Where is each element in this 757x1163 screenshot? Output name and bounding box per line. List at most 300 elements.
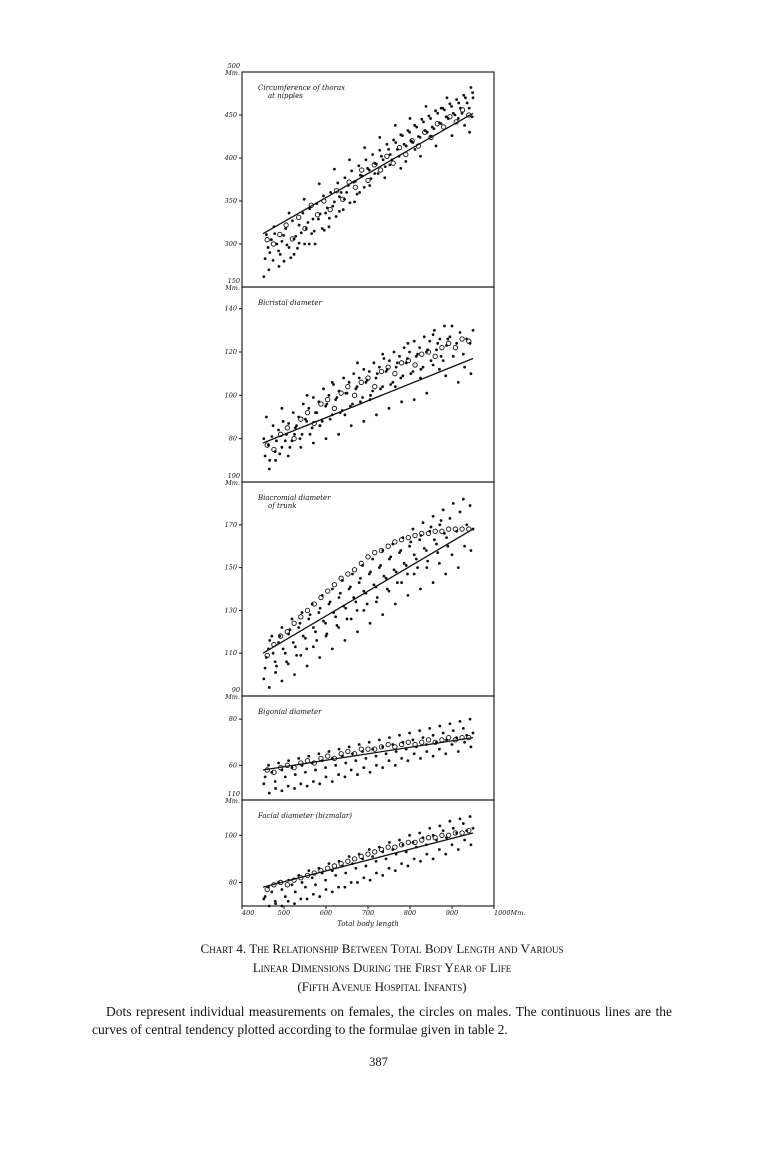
female-data-point (386, 588, 389, 591)
male-data-point (433, 835, 437, 839)
female-data-point (455, 98, 458, 101)
female-data-point (366, 167, 369, 170)
female-data-point (395, 570, 398, 573)
male-data-point (278, 232, 282, 236)
female-data-point (413, 398, 416, 401)
female-data-point (363, 146, 366, 149)
x-tick-label: 600 (319, 909, 333, 917)
female-data-point (305, 648, 308, 651)
female-data-point (419, 136, 422, 139)
female-data-point (283, 260, 286, 263)
male-data-point (325, 397, 329, 401)
female-data-point (381, 613, 384, 616)
central-tendency-curve (263, 529, 473, 653)
female-data-point (294, 773, 297, 776)
female-data-point (281, 789, 284, 792)
female-data-point (264, 667, 267, 670)
female-data-point (293, 902, 296, 905)
female-data-point (400, 757, 403, 760)
female-data-point (348, 855, 351, 858)
female-data-point (342, 377, 345, 380)
chart-caption-subtitle: Linear Dimensions During the First Year of Life (252, 960, 512, 975)
female-data-point (351, 573, 354, 576)
female-data-point (307, 618, 310, 621)
male-data-point (352, 568, 356, 572)
y-axis-top-label: Mm. (225, 797, 240, 805)
female-data-point (325, 888, 328, 891)
female-data-point (449, 335, 452, 338)
female-data-point (299, 898, 302, 901)
female-data-point (413, 752, 416, 755)
female-data-point (346, 618, 349, 621)
female-data-point (299, 446, 302, 449)
male-data-point (440, 738, 444, 742)
female-data-point (301, 881, 304, 884)
female-data-point (449, 820, 452, 823)
female-data-point (317, 218, 320, 221)
male-data-point (353, 185, 357, 189)
female-data-point (436, 551, 439, 554)
male-data-point (272, 447, 276, 451)
female-data-point (358, 581, 361, 584)
female-data-point (438, 523, 441, 526)
male-data-point (433, 354, 437, 358)
female-data-point (368, 741, 371, 744)
female-data-point (287, 422, 290, 425)
female-data-point (394, 764, 397, 767)
female-data-point (339, 592, 342, 595)
female-data-point (325, 633, 328, 636)
female-data-point (388, 359, 391, 362)
x-tick-label: 800 (403, 909, 417, 917)
female-data-point (358, 377, 361, 380)
female-data-point (415, 126, 418, 129)
female-data-point (371, 390, 374, 393)
female-data-point (262, 677, 265, 680)
female-data-point (388, 407, 391, 410)
female-data-point (318, 782, 321, 785)
female-data-point (338, 195, 341, 198)
female-data-point (470, 86, 473, 89)
female-data-point (383, 575, 386, 578)
female-data-point (457, 750, 460, 753)
male-data-point (460, 831, 464, 835)
female-data-point (394, 141, 397, 144)
female-data-point (380, 155, 383, 158)
chart-caption-source: (Fifth Avenue Hospital Infants) (297, 979, 467, 994)
female-data-point (396, 361, 399, 364)
female-data-point (440, 107, 443, 110)
female-data-point (375, 764, 378, 767)
male-data-point (379, 369, 383, 373)
female-data-point (267, 268, 270, 271)
female-data-point (420, 368, 423, 371)
male-data-point (406, 535, 410, 539)
female-data-point (396, 581, 399, 584)
female-data-point (328, 394, 331, 397)
female-data-point (394, 869, 397, 872)
female-data-point (386, 143, 389, 146)
female-data-point (281, 680, 284, 683)
y-tick-label: 350 (224, 197, 237, 205)
female-data-point (337, 886, 340, 889)
male-data-point (352, 393, 356, 397)
y-axis-top-label: Mm. (225, 284, 240, 292)
female-data-point (334, 615, 337, 618)
female-data-point (391, 381, 394, 384)
female-data-point (407, 759, 410, 762)
female-data-point (281, 905, 284, 908)
female-data-point (423, 547, 426, 550)
female-data-point (338, 596, 341, 599)
female-data-point (273, 232, 276, 235)
female-data-point (334, 764, 337, 767)
female-data-point (409, 117, 412, 120)
female-data-point (301, 433, 304, 436)
female-data-point (365, 158, 368, 161)
male-data-point (339, 391, 343, 395)
female-data-point (356, 773, 359, 776)
x-axis (241, 906, 525, 928)
female-data-point (408, 545, 411, 548)
male-data-point (391, 161, 395, 165)
female-data-point (452, 355, 455, 358)
female-data-point (442, 508, 445, 511)
female-data-point (291, 883, 294, 886)
female-data-point (268, 792, 271, 795)
male-data-point (346, 749, 350, 753)
female-data-point (307, 869, 310, 872)
male-data-point (420, 352, 424, 356)
female-data-point (392, 139, 395, 142)
male-data-point (265, 238, 269, 242)
female-data-point (299, 622, 302, 625)
female-data-point (315, 411, 318, 414)
female-data-point (405, 145, 408, 148)
female-data-point (340, 191, 343, 194)
male-data-point (305, 410, 309, 414)
x-tick-label: 700 (361, 909, 375, 917)
female-data-point (377, 172, 380, 175)
male-data-point (292, 436, 296, 440)
female-data-point (270, 890, 273, 893)
female-data-point (470, 549, 473, 552)
female-data-point (344, 176, 347, 179)
female-data-point (435, 145, 438, 148)
female-data-point (393, 351, 396, 354)
female-data-point (324, 766, 327, 769)
female-data-point (463, 545, 466, 548)
male-data-point (297, 215, 301, 219)
chart-caption-title: Chart 4. The Relationship Between Total Body Length and Various (200, 941, 564, 956)
female-data-point (432, 734, 435, 737)
female-data-point (356, 361, 359, 364)
female-data-point (306, 785, 309, 788)
y-tick-label: 150 (224, 563, 237, 572)
female-data-point (319, 424, 322, 427)
male-data-point (339, 861, 343, 865)
female-data-point (462, 353, 465, 356)
female-data-point (328, 862, 331, 865)
female-data-point (311, 426, 314, 429)
female-data-point (409, 372, 412, 375)
female-data-point (304, 637, 307, 640)
female-data-point (281, 407, 284, 410)
female-data-point (306, 665, 309, 668)
female-data-point (349, 201, 352, 204)
female-data-point (463, 124, 466, 127)
female-data-point (312, 893, 315, 896)
female-data-point (412, 528, 415, 531)
female-data-point (463, 741, 466, 744)
female-data-point (432, 857, 435, 860)
female-data-point (388, 867, 391, 870)
male-data-point (359, 854, 363, 858)
female-data-point (464, 96, 467, 99)
female-data-point (274, 671, 277, 674)
female-data-point (438, 825, 441, 828)
female-data-point (277, 429, 280, 432)
female-data-point (317, 611, 320, 614)
female-data-point (344, 607, 347, 610)
female-data-point (350, 170, 353, 173)
male-data-point (366, 852, 370, 856)
female-data-point (262, 898, 265, 901)
female-data-point (371, 855, 374, 858)
male-data-point (420, 740, 424, 744)
y-tick-label: 60 (228, 761, 237, 770)
y-tick-label: 450 (224, 111, 237, 119)
female-data-point (459, 511, 462, 514)
female-data-point (472, 96, 475, 99)
y-axis-top-label: Mm. (225, 693, 240, 701)
female-data-point (349, 585, 352, 588)
female-data-point (359, 577, 362, 580)
female-data-point (264, 455, 267, 458)
female-data-point (281, 446, 284, 449)
female-data-point (385, 857, 388, 860)
y-axis-top-label: 500 (227, 62, 240, 70)
female-data-point (382, 158, 385, 161)
female-data-point (422, 366, 425, 369)
female-data-point (268, 639, 271, 642)
male-data-point (332, 583, 336, 587)
panel-2 (224, 277, 494, 482)
female-data-point (312, 780, 315, 783)
female-data-point (400, 862, 403, 865)
central-tendency-curve (263, 833, 473, 887)
female-data-point (414, 148, 417, 151)
male-data-point (385, 154, 389, 158)
female-data-point (383, 357, 386, 360)
male-data-point (299, 615, 303, 619)
female-data-point (311, 876, 314, 879)
male-data-point (292, 621, 296, 625)
male-data-point (339, 752, 343, 756)
female-data-point (378, 366, 381, 369)
female-data-point (318, 656, 321, 659)
female-data-point (287, 785, 290, 788)
female-data-point (264, 775, 267, 778)
female-data-point (469, 718, 472, 721)
male-data-point (332, 406, 336, 410)
female-data-point (444, 752, 447, 755)
male-data-point (426, 738, 430, 742)
female-data-point (294, 890, 297, 893)
female-data-point (262, 782, 265, 785)
female-data-point (438, 562, 441, 565)
y-tick-label: 120 (224, 348, 237, 356)
female-data-point (318, 182, 321, 185)
female-data-point (372, 361, 375, 364)
female-data-point (319, 607, 322, 610)
female-data-point (418, 729, 421, 732)
female-data-point (451, 843, 454, 846)
female-data-point (366, 603, 369, 606)
female-data-point (336, 396, 339, 399)
female-data-point (375, 860, 378, 863)
female-data-point (451, 325, 454, 328)
female-data-point (466, 102, 469, 105)
female-data-point (368, 370, 371, 373)
female-data-point (379, 387, 382, 390)
y-tick-label: 400 (224, 154, 237, 162)
male-data-point (359, 380, 363, 384)
female-data-point (268, 251, 271, 254)
female-data-point (400, 400, 403, 403)
female-data-point (438, 725, 441, 728)
male-data-point (386, 742, 390, 746)
female-data-point (362, 876, 365, 879)
male-data-point (386, 845, 390, 849)
female-data-point (369, 622, 372, 625)
female-data-point (371, 558, 374, 561)
female-data-point (452, 502, 455, 505)
male-data-point (448, 115, 452, 119)
female-data-point (303, 198, 306, 201)
female-data-point (299, 437, 302, 440)
female-data-point (287, 759, 290, 762)
female-data-point (346, 392, 349, 395)
female-data-point (450, 105, 453, 108)
female-data-point (432, 515, 435, 518)
x-tick-label: 1000Mm. (494, 909, 526, 917)
male-data-point (393, 845, 397, 849)
male-data-point (446, 527, 450, 531)
female-data-point (337, 433, 340, 436)
panel-1 (224, 62, 494, 287)
female-data-point (406, 573, 409, 576)
female-data-point (403, 562, 406, 565)
female-data-point (328, 217, 331, 220)
female-data-point (288, 212, 291, 215)
female-data-point (440, 355, 443, 358)
female-data-point (470, 745, 473, 748)
female-data-point (413, 553, 416, 556)
female-data-point (434, 109, 437, 112)
y-tick-label: 80 (228, 715, 237, 724)
female-data-point (472, 732, 475, 735)
panel-4 (224, 686, 494, 800)
female-data-point (291, 219, 294, 222)
male-data-point (305, 608, 309, 612)
female-data-point (342, 208, 345, 211)
male-data-point (406, 840, 410, 844)
male-data-point (378, 168, 382, 172)
female-data-point (371, 153, 374, 156)
female-data-point (333, 168, 336, 171)
panel-3 (224, 472, 494, 696)
female-data-point (274, 459, 277, 462)
female-data-point (279, 253, 282, 256)
female-data-point (399, 167, 402, 170)
female-data-point (359, 174, 362, 177)
female-data-point (462, 94, 465, 97)
female-data-point (292, 411, 295, 414)
female-data-point (291, 618, 294, 621)
female-data-point (275, 665, 278, 668)
female-data-point (375, 872, 378, 875)
female-data-point (354, 759, 357, 762)
female-data-point (384, 165, 387, 168)
male-data-point (379, 847, 383, 851)
female-data-point (350, 881, 353, 884)
female-data-point (293, 253, 296, 256)
female-data-point (452, 827, 455, 830)
female-data-point (472, 329, 475, 332)
female-data-point (296, 247, 299, 250)
male-data-point (265, 887, 269, 891)
male-data-point (399, 742, 403, 746)
female-data-point (428, 340, 431, 343)
female-data-point (274, 902, 277, 905)
male-data-point (373, 550, 377, 554)
female-data-point (313, 230, 316, 233)
female-data-point (287, 900, 290, 903)
female-data-point (356, 193, 359, 196)
female-data-point (344, 886, 347, 889)
female-data-point (433, 329, 436, 332)
female-data-point (336, 624, 339, 627)
female-data-point (338, 210, 341, 213)
female-data-point (472, 827, 475, 830)
female-data-point (331, 588, 334, 591)
female-data-point (435, 543, 438, 546)
female-data-point (332, 383, 335, 386)
female-data-point (288, 446, 291, 449)
male-data-point (426, 835, 430, 839)
female-data-point (284, 439, 287, 442)
y-tick-label: 130 (224, 606, 237, 615)
female-data-point (425, 549, 428, 552)
male-data-point (366, 178, 370, 182)
female-data-point (443, 108, 446, 111)
female-data-point (375, 413, 378, 416)
male-data-point (360, 168, 364, 172)
female-data-point (408, 834, 411, 837)
female-data-point (312, 626, 315, 629)
female-data-point (407, 594, 410, 597)
female-data-point (325, 403, 328, 406)
female-data-point (368, 184, 371, 187)
female-data-point (337, 773, 340, 776)
female-data-point (362, 368, 365, 371)
female-data-point (399, 549, 402, 552)
female-data-point (419, 757, 422, 760)
female-data-point (350, 769, 353, 772)
female-data-point (304, 771, 307, 774)
female-data-point (462, 727, 465, 730)
